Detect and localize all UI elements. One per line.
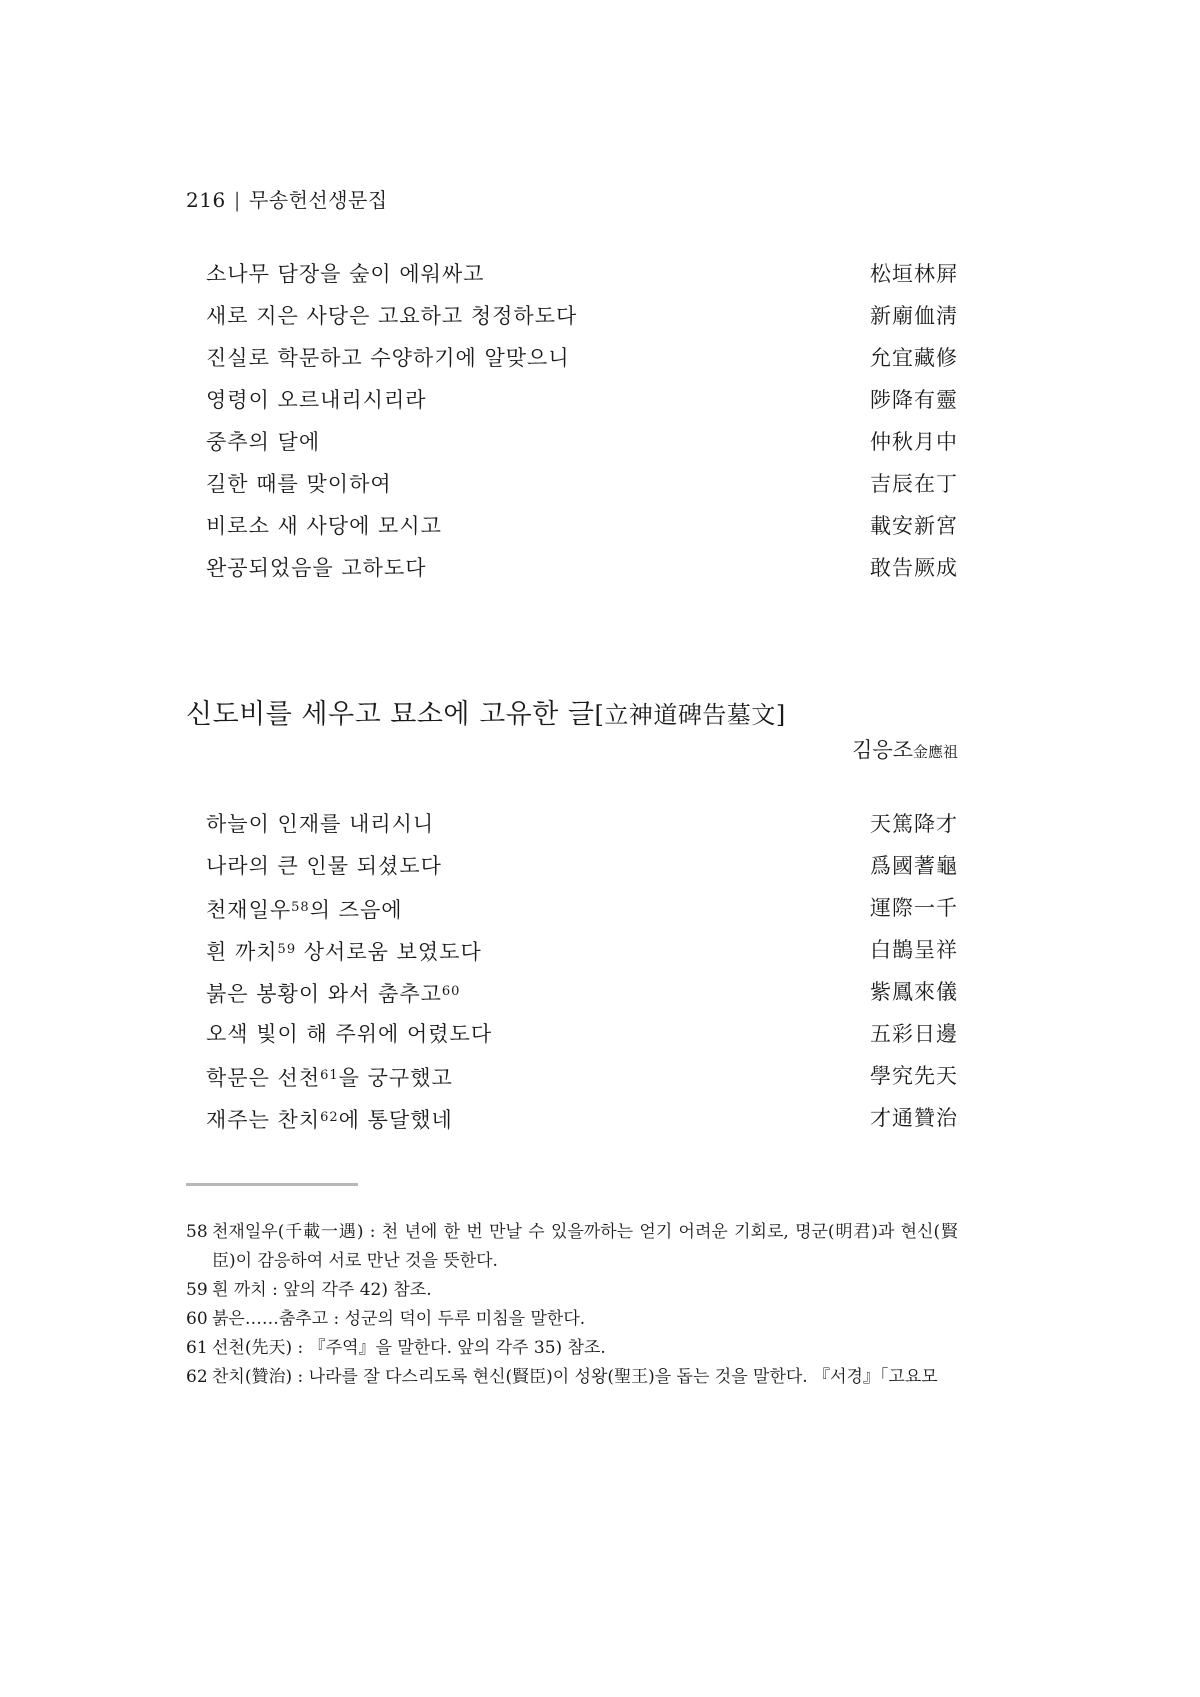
footnote-text: 붉은……춤추고 : 성군의 덕이 두루 미침을 말한다. (212, 1309, 586, 1329)
poem-line (206, 845, 958, 887)
poem-line-korean (206, 463, 392, 505)
poem-line (206, 887, 958, 929)
poem-line-korean (206, 929, 482, 973)
poem-line-korean-text: 영령이 오르내리시리라 (206, 388, 427, 412)
poem-line (206, 463, 958, 505)
footnote-reference[interactable]: 58 (291, 900, 310, 915)
section-title (186, 692, 786, 731)
footnote-number: 60 (186, 1309, 208, 1329)
poem-line-korean-text: 나라의 큰 인물 되셨도다 (206, 854, 442, 878)
footnote-reference[interactable]: 62 (320, 1110, 339, 1125)
poem-line (206, 421, 958, 463)
poem-line-korean (206, 1097, 453, 1141)
poem-line-hanja: 吉辰在丁 (870, 472, 958, 496)
footnote-text: 천재일우(千載一遇) : 천 년에 한 번 만날 수 있을까하는 얻기 어려운 기회로, 명군(明君)과 현신(賢臣)이 감응하여 서로 만난 것을 뜻한다. (212, 1222, 958, 1271)
poem-second (206, 803, 958, 1139)
poem-line-hanja: 仲秋月中 (870, 430, 958, 454)
footnote-number: 58 (186, 1222, 208, 1242)
author-name: 김응조 (852, 738, 913, 762)
poem-line-korean-text: 비로소 새 사당에 모시고 (206, 514, 442, 538)
poem-line-korean-text: 중추의 달에 (206, 430, 321, 454)
poem-line-korean-text: 하늘이 인재를 내리시니 (206, 812, 435, 836)
footnote-item (186, 1305, 958, 1334)
poem-line-hanja: 爲國蓍龜 (870, 854, 958, 878)
author-name-hanja: 金應祖 (912, 743, 958, 761)
poem-line-korean-text-continued: 의 즈음에 (309, 898, 403, 922)
footnote-divider (186, 1183, 358, 1186)
poem-line-korean-text: 진실로 학문하고 수양하기에 알맞으니 (206, 346, 570, 370)
poem-line-hanja: 學究先天 (870, 1064, 958, 1088)
poem-line (206, 1097, 958, 1139)
footnote-item (186, 1276, 958, 1305)
poem-line (206, 505, 958, 547)
section-title-hanja: [立神道碑告墓文] (594, 701, 786, 729)
footnote-reference[interactable]: 60 (441, 984, 461, 999)
poem-line-hanja: 新廟侐淸 (870, 304, 958, 328)
poem-line (206, 337, 958, 379)
poem-line-korean-text: 붉은 봉황이 와서 춤추고 (206, 982, 442, 1006)
book-title: 무송헌선생문집 (248, 188, 388, 212)
footnote-reference[interactable]: 61 (320, 1068, 339, 1083)
poem-first (206, 253, 958, 589)
poem-line-korean-text-continued: 을 궁구했고 (338, 1066, 453, 1090)
poem-line (206, 295, 958, 337)
footnote-text: 찬치(贊治) : 나라를 잘 다스리도록 현신(賢臣)이 성왕(聖王)을 돕는 것을 말한다. 『서경』「고요모 (212, 1367, 938, 1387)
poem-line-hanja: 五彩日邊 (870, 1022, 958, 1046)
poem-line-korean (206, 505, 442, 547)
poem-line-hanja: 載安新宮 (870, 514, 958, 538)
poem-line-korean (206, 547, 427, 589)
poem-line (206, 1055, 958, 1097)
poem-line-korean (206, 803, 434, 845)
poem-line (206, 971, 958, 1013)
poem-line-korean (206, 887, 403, 931)
poem-line-korean-text-continued: 에 통달했네 (338, 1108, 453, 1132)
poem-line-korean-text: 천재일우 (206, 898, 292, 922)
poem-line-korean-text: 길한 때를 맞이하여 (206, 472, 392, 496)
poem-line-korean (206, 337, 570, 379)
footnote-item (186, 1334, 958, 1363)
header-separator: | (233, 188, 241, 212)
footnote-item (186, 1363, 958, 1392)
poem-line-hanja: 紫鳳來儀 (870, 980, 958, 1004)
footnote-number: 62 (186, 1367, 208, 1387)
poem-line-hanja: 天篤降才 (870, 812, 958, 836)
poem-line-korean-text: 소나무 담장을 숲이 에워싸고 (206, 262, 485, 286)
poem-line-hanja: 敢告厥成 (870, 556, 958, 580)
poem-line-korean (206, 253, 484, 295)
poem-line (206, 1013, 958, 1055)
poem-line-korean-text-continued: 상서로움 보였도다 (296, 940, 482, 964)
poem-line (206, 803, 958, 845)
poem-line-korean (206, 1055, 453, 1099)
footnotes (186, 1218, 958, 1392)
poem-line-korean (206, 845, 442, 887)
footnote-number: 59 (186, 1280, 208, 1300)
poem-line-hanja: 運際一千 (870, 896, 958, 920)
author-line (852, 734, 958, 764)
poem-line (206, 253, 958, 295)
poem-line-korean-text: 오색 빛이 해 주위에 어렸도다 (206, 1022, 493, 1046)
poem-line-korean-text: 완공되었음을 고하도다 (206, 556, 427, 580)
poem-line-korean (206, 971, 460, 1015)
poem-line-hanja: 才通贊治 (870, 1106, 958, 1130)
poem-line-korean (206, 379, 427, 421)
poem-line-korean (206, 295, 577, 337)
poem-line (206, 547, 958, 589)
running-head (186, 184, 388, 213)
poem-line-korean-text: 흰 까치 (206, 940, 278, 964)
section-title-korean: 신도비를 세우고 묘소에 고유한 글 (186, 699, 595, 730)
poem-line-hanja: 陟降有靈 (870, 388, 958, 412)
footnote-text: 선천(先天) : 『주역』을 말한다. 앞의 각주 35) 참조. (212, 1338, 606, 1358)
poem-line-korean (206, 421, 320, 463)
poem-line-korean-text: 학문은 선천 (206, 1066, 321, 1090)
footnote-reference[interactable]: 59 (277, 942, 297, 957)
footnote-text: 흰 까치 : 앞의 각주 42) 참조. (212, 1280, 432, 1300)
poem-line-korean-text: 새로 지은 사당은 고요하고 청정하도다 (206, 304, 578, 328)
poem-line-korean (206, 1013, 492, 1055)
poem-line-hanja: 松垣林屛 (870, 262, 958, 286)
poem-line (206, 379, 958, 421)
page-number: 216 (186, 188, 226, 212)
footnote-item (186, 1218, 958, 1276)
poem-line-hanja: 白鵲呈祥 (870, 938, 958, 962)
poem-line-hanja: 允宜藏修 (870, 346, 958, 370)
footnote-number: 61 (186, 1338, 208, 1358)
poem-line (206, 929, 958, 971)
poem-line-korean-text: 재주는 찬치 (206, 1108, 321, 1132)
